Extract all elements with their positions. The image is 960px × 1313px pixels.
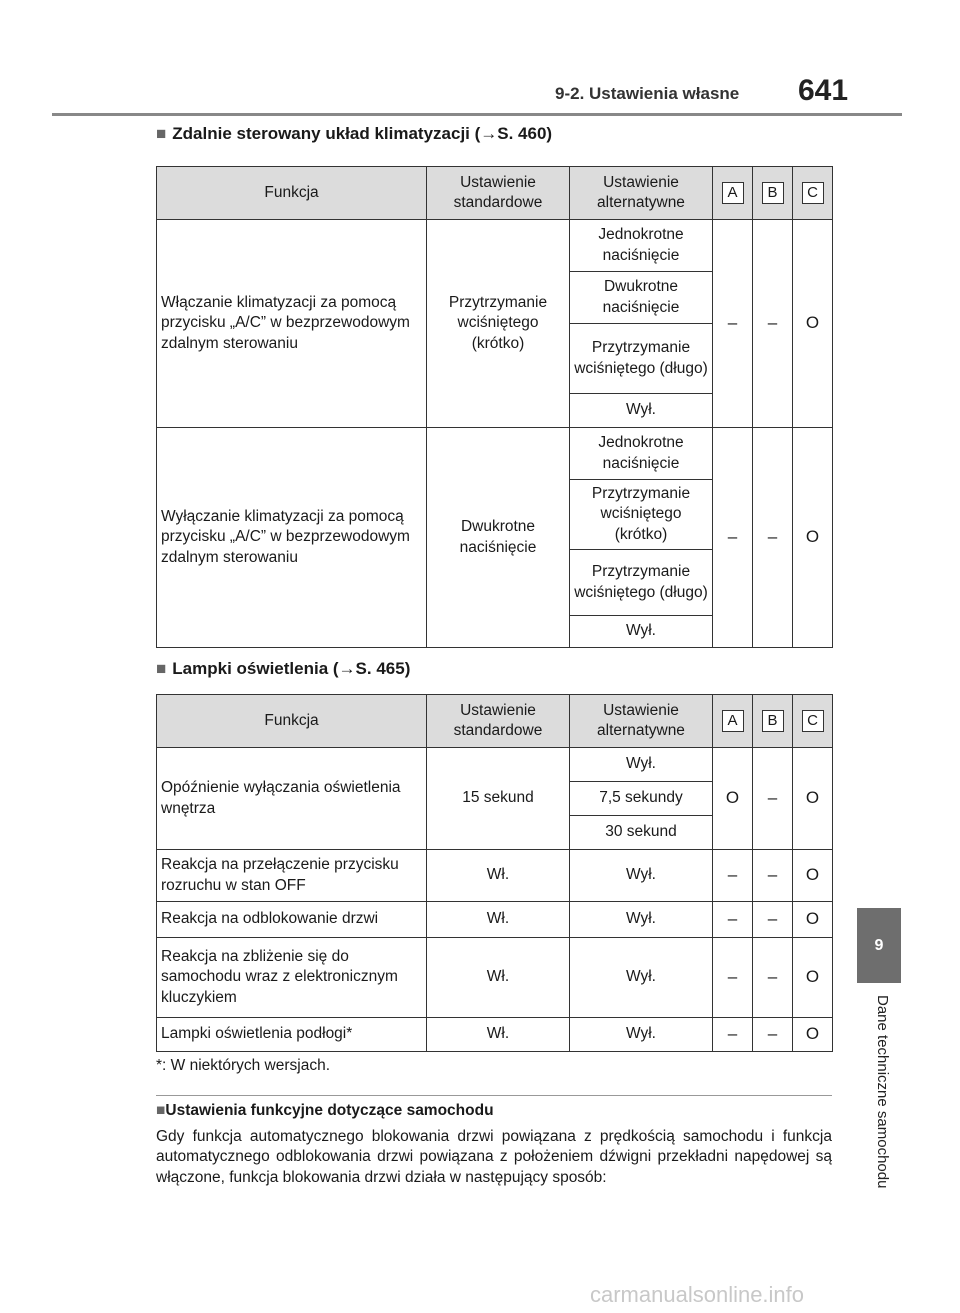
table-cell-default: Wł. bbox=[427, 902, 570, 938]
header-c: C bbox=[802, 710, 824, 732]
note-title bbox=[156, 1102, 494, 1120]
table-cell-function: Reakcja na zbliżenie się do samochodu wraz z elektronicznym kluczykiem bbox=[157, 938, 427, 1018]
note-body: Gdy funkcja automatycznego blokowania drzwi powiązana z prędkością samochodu i funkcja automatycznego odblokowania drzwi powiązana z położeniem dźwigni przekładni napędowej są włączone, funkcja blokowania drzwi działa w następujący sposób: bbox=[156, 1128, 832, 1186]
table-cell-c: O bbox=[793, 220, 833, 428]
table-cell-alternative: 7,5 sekundy bbox=[570, 782, 713, 816]
header-a: A bbox=[722, 182, 744, 204]
note-divider bbox=[156, 1095, 832, 1096]
table-cell-default: 15 sekund bbox=[427, 748, 570, 850]
table-cell-default: Wł. bbox=[427, 1018, 570, 1052]
header-alternative: Ustawienie alternatywne bbox=[570, 695, 713, 748]
table-cell-b: – bbox=[753, 1018, 793, 1052]
table-cell-b: – bbox=[753, 850, 793, 902]
table-cell-alternative: 30 sekund bbox=[570, 816, 713, 850]
square-bullet-icon: ■ bbox=[156, 659, 167, 678]
table-cell-b: – bbox=[753, 220, 793, 428]
header-default: Ustawienie standardowe bbox=[427, 167, 570, 220]
header-divider bbox=[52, 113, 902, 116]
table-row bbox=[157, 938, 833, 1018]
lights-settings-table bbox=[156, 694, 833, 1052]
table-cell-function: Włączanie klimatyzacji za pomocą przycisku „A/C” w bezprzewodowym zdalnym sterowaniu bbox=[157, 220, 427, 428]
header-a: A bbox=[722, 710, 744, 732]
table-cell-a: – bbox=[713, 1018, 753, 1052]
table-cell-a: – bbox=[713, 902, 753, 938]
table-cell-alternative: Wył. bbox=[570, 394, 713, 428]
table-cell-default: Przytrzymanie wciśniętego (krótko) bbox=[427, 220, 570, 428]
chapter-label: Dane techniczne samochodu bbox=[874, 995, 891, 1189]
table-cell-alternative: Wył. bbox=[570, 616, 713, 648]
header-function: Funkcja bbox=[157, 167, 427, 220]
table-row bbox=[157, 1018, 833, 1052]
table-cell-a: O bbox=[713, 748, 753, 850]
square-bullet-icon: ■ bbox=[156, 1102, 166, 1119]
table-cell-default: Dwukrotne naciśnięcie bbox=[427, 428, 570, 648]
table-cell-function: Reakcja na przełączenie przycisku rozruchu w stan OFF bbox=[157, 850, 427, 902]
section-title-lights bbox=[156, 659, 410, 679]
table-cell-b: – bbox=[753, 938, 793, 1018]
section-title-climate bbox=[156, 124, 552, 144]
header-alternative: Ustawienie alternatywne bbox=[570, 167, 713, 220]
table-cell-function: Opóźnienie wyłączania oświetlenia wnętrza bbox=[157, 748, 427, 850]
table-cell-a: – bbox=[713, 938, 753, 1018]
section-title-text: Lampki oświetlenia (→S. 465) bbox=[172, 659, 411, 678]
table-cell-alternative: Przytrzymanie wciśniętego (krótko) bbox=[570, 480, 713, 550]
table-row bbox=[157, 902, 833, 938]
table-cell-alternative: Wył. bbox=[570, 938, 713, 1018]
table-cell-c: O bbox=[793, 428, 833, 648]
table-cell-c: O bbox=[793, 938, 833, 1018]
note-title-text: Ustawienia funkcyjne dotyczące samochodu bbox=[165, 1102, 494, 1119]
table-cell-alternative: Wył. bbox=[570, 1018, 713, 1052]
footnote: *: W niektórych wersjach. bbox=[156, 1057, 330, 1074]
table-cell-c: O bbox=[793, 1018, 833, 1052]
page-number: 641 bbox=[798, 74, 849, 107]
table-cell-alternative: Wył. bbox=[570, 850, 713, 902]
table-cell-alternative: Przytrzymanie wciśniętego (długo) bbox=[570, 550, 713, 616]
table-cell-a: – bbox=[713, 428, 753, 648]
table-cell-alternative: Jednokrotne naciśnięcie bbox=[570, 220, 713, 272]
header-function: Funkcja bbox=[157, 695, 427, 748]
table-cell-b: – bbox=[753, 428, 793, 648]
table-cell-a: – bbox=[713, 220, 753, 428]
table-row bbox=[157, 850, 833, 902]
table-cell-alternative: Wył. bbox=[570, 902, 713, 938]
table-cell-alternative: Przytrzymanie wciśniętego (długo) bbox=[570, 324, 713, 394]
table-cell-c: O bbox=[793, 902, 833, 938]
section-header: 9-2. Ustawienia własne bbox=[555, 84, 740, 103]
climate-settings-table bbox=[156, 166, 833, 648]
section-title-text: Zdalnie sterowany układ klimatyzacji (→S. 460) bbox=[172, 124, 553, 143]
header-b: B bbox=[762, 710, 784, 732]
table-cell-function: Reakcja na odblokowanie drzwi bbox=[157, 902, 427, 938]
table-cell-alternative: Dwukrotne naciśnięcie bbox=[570, 272, 713, 324]
table-cell-c: O bbox=[793, 850, 833, 902]
watermark: carmanualsonline.info bbox=[590, 1282, 805, 1307]
table-cell-alternative: Wył. bbox=[570, 748, 713, 782]
header-c: C bbox=[802, 182, 824, 204]
table-cell-default: Wł. bbox=[427, 850, 570, 902]
table-cell-function: Wyłączanie klimatyzacji za pomocą przycisku „A/C” w bezprzewodowym zdalnym sterowaniu bbox=[157, 428, 427, 648]
table-cell-alternative: Jednokrotne naciśnięcie bbox=[570, 428, 713, 480]
table-cell-b: – bbox=[753, 902, 793, 938]
table-cell-function: Lampki oświetlenia podłogi* bbox=[157, 1018, 427, 1052]
table-cell-b: – bbox=[753, 748, 793, 850]
table-cell-c: O bbox=[793, 748, 833, 850]
chapter-tab: 9 bbox=[857, 908, 901, 983]
table-cell-default: Wł. bbox=[427, 938, 570, 1018]
square-bullet-icon: ■ bbox=[156, 124, 167, 143]
header-b: B bbox=[762, 182, 784, 204]
header-default: Ustawienie standardowe bbox=[427, 695, 570, 748]
table-cell-a: – bbox=[713, 850, 753, 902]
